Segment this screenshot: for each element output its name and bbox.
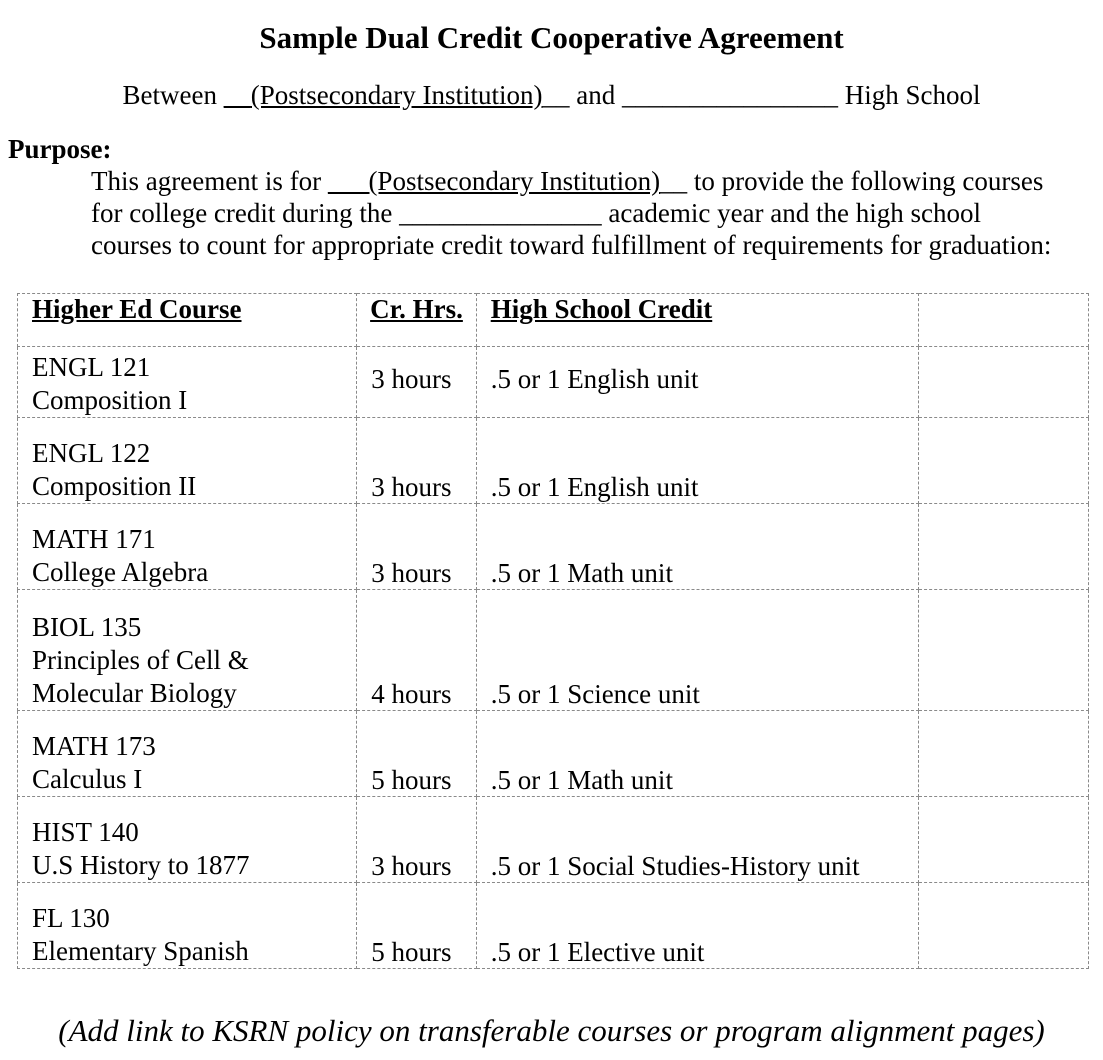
- header-higher-ed-course: Higher Ed Course: [18, 294, 357, 347]
- empty-cell: [919, 590, 1089, 711]
- empty-cell: [919, 504, 1089, 590]
- hours-cell: 3 hours: [357, 418, 476, 504]
- table-row: [18, 504, 1089, 590]
- hs-credit-cell: .5 or 1 English unit: [476, 418, 919, 504]
- high-school-blank: ________________: [621, 80, 838, 110]
- empty-cell: [919, 347, 1089, 418]
- document-title: Sample Dual Credit Cooperative Agreement: [259, 20, 844, 55]
- between-prefix: Between: [122, 80, 224, 110]
- hs-credit-cell: .5 or 1 Math unit: [476, 711, 919, 797]
- between-line: [0, 80, 1103, 111]
- purpose-line-3: courses to count for appropriate credit toward fulfillment of requirements for graduation:: [91, 230, 1052, 260]
- purpose-paragraph: [91, 165, 1091, 261]
- purpose-line-1: This agreement is for ___(Postsecondary Institution)__ to provide the following courses: [91, 166, 1044, 196]
- empty-cell: [919, 883, 1089, 969]
- table-row: [18, 883, 1089, 969]
- empty-cell: [919, 797, 1089, 883]
- empty-cell: [919, 418, 1089, 504]
- purpose-label: Purpose:: [8, 134, 112, 164]
- institution-blank-tail: __: [542, 80, 570, 110]
- between-conjunction: and: [569, 80, 622, 110]
- table-row: [18, 590, 1089, 711]
- table-row: [18, 711, 1089, 797]
- hs-credit-cell: .5 or 1 Science unit: [476, 590, 919, 711]
- purpose-institution-blank: ___(Postsecondary Institution): [327, 166, 661, 196]
- table-row: [18, 418, 1089, 504]
- course-cell: MATH 171 College Algebra: [18, 504, 357, 590]
- hs-credit-cell: .5 or 1 Social Studies-History unit: [476, 797, 919, 883]
- header-blank: [919, 294, 1089, 347]
- hours-cell: 3 hours: [357, 347, 476, 418]
- footer-note: (Add link to KSRN policy on transferable courses or program alignment pages): [58, 1013, 1045, 1048]
- academic-year-blank: _______________: [399, 198, 602, 228]
- course-cell: BIOL 135 Principles of Cell & Molecular Biology: [18, 590, 357, 711]
- hours-cell: 5 hours: [357, 883, 476, 969]
- hours-cell: 5 hours: [357, 711, 476, 797]
- table-header-row: [18, 294, 1089, 347]
- hs-credit-cell: .5 or 1 English unit: [476, 347, 919, 418]
- between-suffix: High School: [837, 80, 981, 110]
- course-cell: ENGL 121 Composition I: [18, 347, 357, 418]
- course-table: [17, 293, 1089, 969]
- table-row: [18, 797, 1089, 883]
- course-cell: FL 130 Elementary Spanish: [18, 883, 357, 969]
- hours-cell: 3 hours: [357, 504, 476, 590]
- purpose-line-2: for college credit during the _______________ academic year and the high school: [91, 198, 981, 228]
- header-high-school-credit: High School Credit: [476, 294, 919, 347]
- course-cell: HIST 140 U.S History to 1877: [18, 797, 357, 883]
- table-row: [18, 347, 1089, 418]
- institution-blank: __(Postsecondary Institution): [223, 80, 543, 110]
- hs-credit-cell: .5 or 1 Math unit: [476, 504, 919, 590]
- hours-cell: 4 hours: [357, 590, 476, 711]
- header-credit-hours: Cr. Hrs.: [357, 294, 476, 347]
- hs-credit-cell: .5 or 1 Elective unit: [476, 883, 919, 969]
- course-cell: ENGL 122 Composition II: [18, 418, 357, 504]
- course-cell: MATH 173 Calculus I: [18, 711, 357, 797]
- empty-cell: [919, 711, 1089, 797]
- hours-cell: 3 hours: [357, 797, 476, 883]
